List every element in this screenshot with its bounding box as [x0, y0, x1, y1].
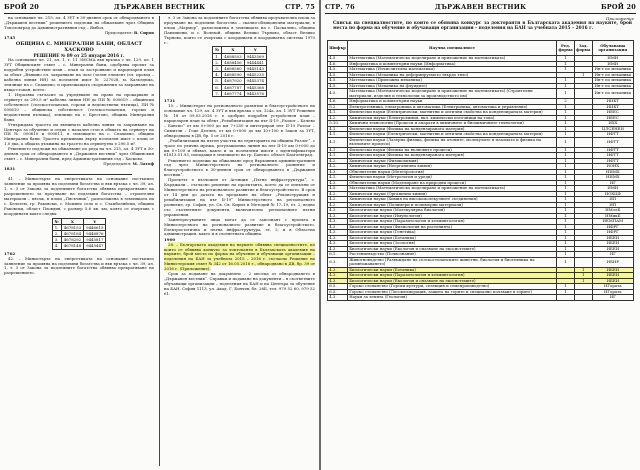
table-cell: 1 [557, 289, 575, 295]
table-cell: 4.5. [328, 89, 348, 99]
paragraph: 41. – Министърът на енергетиката на основание постъпило заявление за промяна на подземни богатства и във връзка с чл. 39, ал. 1, т. 3 от Закона за подземните богатства обявява прекратяване на разрешението за проучване на подземни богатства – строителни материали – пясък, в площ „Пясъчник“, разположена в землищата на с. Белозем, гр. Раковски, с. Момино село и с. Стамболийски, община Раковски, област Пловдив, с размер 5,6 кв. км, която се очертава с координати както следва: [4, 176, 154, 216]
table-cell: 4.5. [328, 67, 348, 73]
table-cell [574, 295, 592, 301]
table-cell: ИМолБ [592, 208, 633, 214]
table-cell: 1 [557, 230, 575, 236]
table-cell: 1 [557, 241, 575, 247]
table-cell: 4. [213, 72, 222, 78]
table-cell: ИМикБ [592, 213, 633, 219]
table-cell: 4.3. [328, 213, 348, 219]
column-1 [4, 16, 154, 468]
column-divider [159, 16, 160, 466]
paragraph: Решението подлежи на обжалване пред Върховния административен съд чрез Министерството на регионалното развитие и благоустройството в 30-дневен срок от обнародването в „Държавен вестник“. [164, 157, 315, 178]
table-cell: ИБЕИ [592, 246, 633, 252]
table-cell: ИИКТ [592, 104, 633, 110]
table-cell: 4687774 [222, 90, 244, 96]
table-cell: 4.2. [328, 191, 348, 197]
table-cell: 4.5. [328, 56, 348, 62]
table-cell: Математика (Механика на флуидите) [348, 83, 557, 89]
table-cell: Информатика и компютърни науки (Информатика) [348, 61, 557, 67]
table-cell: 1 [557, 180, 575, 186]
table-cell: Химични технологии (Процеси и апарати в химичните и биохимичните технологии) [348, 121, 557, 127]
table-cell: Математика (Математическо моделиране и приложение на математиката) [348, 186, 557, 192]
paragraph: Срок за подаване на документи – 2 месеца от обнародването в „Държавен вестник“. Справки и подаване на документи – в съответните обучаващи организации – поделения на БАН и на Центъра за обучение на БАН, София 1113, ул. Акад. Г. Бончев, бл. 26Б, тел. 979 52 60, 979 52 61. [164, 271, 315, 296]
decision-title: РЕШЕНИЕ № 89 от 25 януари 2016 г. [33, 53, 125, 59]
page-number: СТР. 76 [325, 3, 355, 11]
table-header: Y [244, 47, 266, 53]
paragraph: Заинтересуваните лица могат да се запознаят с проекта в Министерството на регионалното развитие и благоустройството, Електростатична и пътна инфраструктура, ет. 2, и в Областна администрация, както и в съответната община. [164, 216, 315, 237]
table-cell: Биологически науки (Екология и опазване на екосистемите) [348, 278, 557, 284]
table-cell: 4.3. [328, 267, 348, 273]
table-header: Y [84, 218, 106, 224]
table-header: Шифър [328, 41, 348, 56]
table-cell: 6.5. [328, 289, 348, 295]
table-cell: Животновъдство (Развъждане на селскостопанските животни, биология и биотехника на размножаването) [348, 257, 557, 267]
table-cell: 1 [574, 278, 592, 284]
table-cell: 4678184 [61, 230, 83, 236]
table-cell: Електротехника, електроника и автоматика (Електроника, автоматика и управление) [348, 104, 557, 110]
table-cell: Физически науки (Физика на вълновите процеси) [348, 147, 557, 153]
table-cell: 1 [557, 126, 575, 132]
signature-name: М. Латоф [132, 161, 154, 167]
table-cell: Горско стопанство (Лесомелиорация, защита на горите и специално ползване в горите) [348, 289, 557, 295]
header-rule [4, 13, 315, 14]
table-cell: 4. [52, 243, 61, 249]
table-cell: 7. [213, 90, 222, 96]
table-cell: Биологически науки (Зоология) [348, 241, 557, 247]
table-cell: ЦЛСЕНЕИ [592, 126, 633, 132]
reference-number: 1731 [164, 98, 176, 104]
table-cell: ИИКТ [592, 99, 633, 105]
table-cell: Химически науки (Полимери и полимерни материали) [348, 202, 557, 208]
paragraph: На основание чл. 21, ал. 1, т. 11 ЗМСМА във връзка с чл. 129, ал. 1 ЗУТ Общинският съвет – с. Минерални бани, одобрява проект за подробен устройствен план – план за застрояване и парцеларен план за обект „Външно ел. захранване на лозе (зелен елемент (ел. провод – кабелна линия НН) за поземлен имот № 227028, м. Казълдъма, землище на с. Спахиево, и прилежащата съоръжения за захранване на къща-стопан, което: [4, 57, 154, 92]
table-cell: 4.3. [328, 180, 348, 186]
table-cell: 4.3. [328, 273, 348, 279]
table-cell: ИФТТ [592, 153, 633, 159]
table-cell: ИЕЕС [592, 115, 633, 121]
table-cell: 1 [557, 235, 575, 241]
table-cell: Физически науки (Електрически, магнитни и оптични свойства на кондензираната материя) [348, 110, 557, 116]
highlighted-text: 28. – Българската академия на науките обявява специалностите, по които се обявява конкурс за докторанти в Българската академия на науките, брой места по форма на обучение и обучаващи организации – поделения на БАН за учебната 2015 – 2016 г. съгласно Решение на Министерския съвет № 342 от 16.05.2016 г., обнародвано в ДВ, бр. 39 от 2016 г. (Приложение). [164, 241, 315, 272]
reference-number: 1762 [4, 250, 16, 256]
table-header-row [328, 41, 634, 56]
table-cell: 4.3. [328, 295, 348, 301]
coordinate-table [212, 46, 267, 97]
appendix-label: Приложение [605, 16, 634, 21]
table-cell: 1 [557, 56, 575, 62]
paragraph: 1. Изразява съгласие за учредяване на право на прокарване и сервитут за 290,5 м² кабелна линия НН до ПИ № 000619 – общински собственост (селскостопански, горски и ведомствени пътища), ПИ № 000610 – общинска собственост (селскостопански, горски и ведомствени пътища), землище на с. Брестово, община Минерални бани. [4, 92, 154, 122]
table-cell: 4.1. [328, 175, 348, 181]
table-cell: 1 [557, 202, 575, 208]
table-cell: Физически науки (Метрология и уреди) [348, 175, 557, 181]
table-cell: 4678292 [61, 237, 83, 243]
table-cell: 6.1. [328, 252, 348, 258]
table-cell: 1 [557, 257, 575, 267]
table-cell: 4678153 [61, 224, 83, 230]
page-header [325, 3, 636, 13]
table-cell: 1 [557, 224, 575, 230]
table-cell: 4688456 [222, 59, 244, 65]
table-cell: Биологически науки (Паразитология и хелминтология) [348, 219, 557, 225]
table-cell: НИМХ [592, 175, 633, 181]
table-cell: 1 [557, 208, 575, 214]
table-row [328, 295, 634, 301]
table-cell: 9445368 [244, 84, 266, 90]
table-header: Ред. форма [557, 41, 575, 56]
table-cell: ИП [592, 197, 633, 203]
table-cell: 6. [213, 84, 222, 90]
table-cell: 4688503 [222, 53, 244, 59]
table-cell: 4.3. [328, 278, 348, 284]
table-cell: 5. [213, 78, 222, 84]
table-cell: 1 [557, 246, 575, 252]
table-cell: Науки за земята (Геология) [348, 295, 557, 301]
table-cell: Биологически науки (Екология и опазване на екосистемите) [348, 246, 557, 252]
table-cell: 1 [557, 284, 575, 290]
table-cell: 9444441 [244, 59, 266, 65]
table-cell: ИБИР [592, 257, 633, 267]
table-cell: ИМИ [592, 61, 633, 67]
table-cell: НИМХ [592, 169, 633, 175]
table-header: Обучаваща организация [592, 41, 633, 56]
table-cell: Химически науки (Физикохимия) [348, 158, 557, 164]
specialties-table [327, 40, 634, 301]
table-cell: 1 [574, 267, 592, 273]
table-cell: 1 [557, 191, 575, 197]
table-cell: ИГ [592, 180, 633, 186]
signature-name: В. Сиров [134, 29, 154, 35]
table-header: № [52, 218, 61, 224]
table-cell: 1 [557, 164, 575, 170]
table-cell: 3. [52, 237, 61, 243]
table-row [328, 257, 634, 267]
paragraph: Решението подлежи на обжалване по реда на чл. 215, ал. 4 ЗУТ в 30-дневен срок от обнародването в „Държавен вестник“ чрез Общинския съвет – с. Минерални бани, пред Административния съд – Хасково. [4, 146, 154, 162]
issue-number: БРОЙ 20 [601, 3, 636, 11]
header-rule [325, 13, 636, 14]
table-cell: ИМИ [592, 186, 633, 192]
table-row [52, 243, 106, 249]
table-cell: ИГ [592, 252, 633, 258]
column-2 [164, 16, 315, 468]
table-cell: Биологически науки (Физиология на растенията) [348, 224, 557, 230]
table-cell: Биологически науки (Паразитология и хелминтология) [348, 273, 557, 279]
table-cell: 9445143 [244, 66, 266, 72]
table-cell: 1 [557, 115, 575, 121]
table-cell: Биологически науки (Генетика) [348, 230, 557, 236]
table-cell: ИП [592, 202, 633, 208]
table-row [213, 90, 267, 96]
table-cell: ИФРГ [592, 224, 633, 230]
table-cell: 1 [557, 121, 575, 127]
table-cell: 1 [557, 153, 575, 159]
table-cell: 4.3. [328, 219, 348, 225]
table-cell: 4678148 [61, 243, 83, 249]
paragraph: Проектът е възложен от Агенция „Пътна инфраструктура“, с. Кърджали – съгласно решение на проектанта, което да се изпълни от Министерството на регионалното развитие и благоустройството. В срок от 14 дни до датата на предаване на обект „Реконструкция и рехабилитация на път ІІ-19“ Министерството на регионалното развитие, гр. София, ул. Св. Св. Кирил и Методий № 17–19, ет. 2, ведно със съответните документи, включително регионалните пътни управления. [164, 177, 315, 217]
table-cell: Математика (Математическо моделиране и приложение на математиката) (Строителни материали, изделия и технологии за производството им) [348, 89, 557, 99]
table-cell: 4.2. [328, 115, 348, 121]
table-cell: 1 [557, 61, 575, 67]
table-cell: 1 [557, 83, 575, 89]
table-cell: 4.3. [328, 208, 348, 214]
list-title: Списък на специалностите, по които се обявява конкурс за докторанти в Българската академия на науките, брой места по форма на обучение и обучаващи организации – поделения на БАН за учебната 2015 – 2016 г. [333, 21, 632, 32]
table-cell: 1. [52, 224, 61, 230]
page-76 [321, 0, 640, 470]
table-cell: 4.5. [328, 72, 348, 78]
table-cell: 4.5. [328, 78, 348, 84]
table-cell: 5.10. [328, 121, 348, 127]
table-cell: 1 [557, 147, 575, 153]
table-cell: Обяснителни науки (Моделиране на природни процеси) [348, 180, 557, 186]
table-cell: 4687787 [222, 84, 244, 90]
table-cell: ИГората [592, 284, 633, 290]
table-cell: 4.6. [328, 61, 348, 67]
paragraph: т. 3 от Закона за подземните богатства обявява проучвателна площ за проучване на подземни богатства – скално-облицовъчни материали, в площ „Мармор“, разположена в землищата на с. Паскалево, община Павликени, и с. Волевой, община Велико Търново, област Велико Търново, която се очертава с координати в координатна система 1970 г.: [164, 16, 315, 45]
table-cell: ИБЕИ [592, 241, 633, 247]
table-header: X [222, 47, 244, 53]
table-cell: ИФТТ [592, 137, 633, 147]
table-cell: ИБЕИ [592, 267, 633, 273]
table-cell: 1 [557, 252, 575, 258]
table-cell: 1 [557, 169, 575, 175]
table-cell: 4.1. [328, 126, 348, 132]
newspaper-name: ДЪРЖАВЕН ВЕСТНИК [434, 3, 527, 11]
table-cell: Биологически науки (Ботаника) [348, 235, 557, 241]
table-cell: 1 [557, 89, 575, 99]
table-cell: Обяснителни науки (Метеорология) [348, 169, 557, 175]
page-number: СТР. 75 [285, 3, 315, 11]
table-cell: Математика (Приложна механика) [348, 78, 557, 84]
table-cell: 9443576 [244, 90, 266, 96]
table-cell: ИБЕИ [592, 273, 633, 279]
section-divider [27, 174, 132, 175]
table-cell: ИФРГ [592, 230, 633, 236]
table-cell: 4.2. [328, 164, 348, 170]
table-cell: ИХХ [592, 121, 633, 127]
table-cell [574, 257, 592, 267]
table-cell: Растениевъдство (Почвознание) [348, 252, 557, 258]
table-row [328, 89, 634, 99]
paragraph: Утвърждава трасето на външната кабелна линия за захранване на Центъра за обучение и отдих с начален стоп в обхвата на сервитут на ПИ № 000610 и 000611, в землището на с. Спахиево, община Минерални бани. Трасето преминава върху поземлен имот с площ от 1,0 дка, а общата дължина на трасето на сервитутна е 290,5 м². [4, 121, 154, 147]
table-cell: Физически науки (Физика на кондензираната материя) [348, 153, 557, 159]
table-cell: 1 [557, 104, 575, 110]
table-cell: Математика (Математическо моделиране и приложение на математиката) [348, 56, 557, 62]
table-cell: 4.1. [328, 137, 348, 147]
table-cell: ИФТТ [592, 132, 633, 138]
table-cell: Ин-т по механика [592, 83, 633, 89]
table-cell: 9445817 [84, 237, 106, 243]
signature-role: Председател: [103, 161, 132, 167]
table-cell: 4.3. [328, 230, 348, 236]
table-cell: 1 [557, 197, 575, 203]
table-header: № [213, 47, 222, 53]
reference-number: 1831 [4, 166, 16, 172]
table-header: Зад. форма [574, 41, 592, 56]
table-cell: ИОХЦФ [592, 191, 633, 197]
table-cell: 1 [557, 175, 575, 181]
table-cell: 5.2. [328, 104, 348, 110]
table-cell: 4.2. [328, 202, 348, 208]
table-cell: ИБЕИ [592, 235, 633, 241]
table-cell: Ин-т по механика [592, 89, 633, 99]
table-cell: Химически науки (Електрохимия, вкл. химически източници на тока) [348, 115, 557, 121]
table-cell: Химически науки (Неорганична химия) [348, 164, 557, 170]
table-cell: Физически науки (Лазерна физика, физика на атомите, молекулите и плазмата и физика на вълновите процеси) [348, 137, 557, 147]
table-cell: 4.1. [328, 147, 348, 153]
table-cell: 4.2. [328, 158, 348, 164]
table-header: X [61, 218, 83, 224]
table-cell: 1 [557, 186, 575, 192]
table-cell: Биологически науки (Ботаника) [348, 267, 557, 273]
table-cell: 9445447 [84, 243, 106, 249]
paragraph: 15. – Министърът на регионалното развитие и благоустройството на основание чл. 129, ал. 4 ЗУТ и във връзка с чл. 124а, ал. 1 ЗУТ Решение № 18 от 09.03.2016 г. е одобрил подробен устройствен план – парцеларен план за обект „Рехабилитация на път ІІ-19 „Разлог – Бачево – Банско“ от км 0+000 до км 7+250 и интегриран път ІІ-19 Разлог – Симитли – Гоце Делчев, от км 0+000 до км 10+100 в Закон за ЗУТ, обнародвана в ДВ, бр. 5 от 2016 г. [164, 103, 315, 138]
table-cell: 1 [574, 72, 592, 78]
table-cell: Математика (Изчислителна математика) [348, 67, 557, 73]
table-header: Научна специалност [348, 41, 557, 56]
paragraph: на основание чл. 215, ал. 4 ЗУТ в 30-дневен срок от обнародването в „Държавен вестник“ решението подлежи на обжалване чрез Община Тополовград до Административния съд – Ямбол. [4, 16, 154, 30]
table-cell: 4.1. [328, 132, 348, 138]
table-cell: ИМИ [592, 56, 633, 62]
signature-role: Председател: [104, 29, 133, 35]
table-cell: 9445374 [244, 78, 266, 84]
table-cell: 1 [557, 137, 575, 147]
issue-number: БРОЙ 20 [4, 3, 39, 11]
table-cell: 1 [557, 213, 575, 219]
table-cell: 6.3. [328, 257, 348, 267]
table-cell: 3. [213, 66, 222, 72]
table-cell: Ин-т по механика [592, 72, 633, 78]
table-cell: ИФТТ [592, 158, 633, 164]
coordinate-table [52, 218, 107, 250]
table-cell: 4.5. [328, 83, 348, 89]
table-cell: 9446615 [84, 224, 106, 230]
table-cell: 1 [557, 132, 575, 138]
table-cell: 1. [213, 53, 222, 59]
table-cell: 2. [52, 230, 61, 236]
table-cell: ИОНХ [592, 164, 633, 170]
table-cell: Горско стопанство (Горски култури, селекция и семепроизводство) [348, 284, 557, 290]
table-cell: 2 [557, 99, 575, 105]
table-cell: 4.5. [328, 186, 348, 192]
table-cell: 1 [557, 110, 575, 116]
table-cell: 9443569 [244, 53, 266, 59]
table-cell: Ин-т по механика [592, 78, 633, 84]
table-cell [557, 295, 575, 301]
newspaper-name: ДЪРЖАВЕН ВЕСТНИК [113, 3, 206, 11]
table-cell: Математика (Механика на деформируемото твърдо тяло) [348, 72, 557, 78]
table-row [328, 137, 634, 147]
table-cell: ИФТТ [592, 147, 633, 153]
table-cell: 1 [557, 78, 575, 84]
table-cell [574, 89, 592, 99]
reference-number: 1745 [4, 35, 16, 40]
table-cell: 6.5. [328, 284, 348, 290]
table-cell: 4688590 [222, 72, 244, 78]
table-cell: ИГората [592, 289, 633, 295]
reference-number: 1900 [164, 236, 176, 242]
table-cell: Физически науки (Електрически, магнитни и оптични свойства на кондензираната материя) [348, 132, 557, 138]
table-cell: 4.3. [328, 246, 348, 252]
table-cell: 2. [213, 59, 222, 65]
table-cell: ИБЕИ [592, 278, 633, 284]
table-cell: Химически науки (Химия на високомолекулните съединения) [348, 197, 557, 203]
table-cell: ИГ [592, 295, 633, 301]
table-cell: Биологически науки (Молекулярна биология) [348, 208, 557, 214]
table-cell: 1 [557, 158, 575, 164]
table-cell: 4688560 [222, 66, 244, 72]
table-cell: Информатика и компютърни науки [348, 99, 557, 105]
table-cell [574, 137, 592, 147]
table-cell: 1 [557, 219, 575, 225]
table-cell: 4.6. [328, 99, 348, 105]
municipality-title: ОБЩИНА С. МИНЕРАЛНИ БАНИ, ОБЛАСТ ХАСКОВО [15, 41, 143, 54]
table-cell: Ин-т по механика [592, 67, 633, 73]
paragraph: 42. – Министърът на енергетиката на основание постъпило заявление за промяна на подземни богатства и във връзка с чл. 39, ал. 1, т. 3 от Закона за подземните богатства обявява прекратяване на разрешението. [4, 255, 154, 276]
table-cell: 4.1. [328, 110, 348, 116]
table-cell: 4.2. [328, 197, 348, 203]
table-cell: 4687920 [222, 78, 244, 84]
table-cell: 4.3. [328, 241, 348, 247]
table-cell: 4.3. [328, 169, 348, 175]
table-cell: 4.3. [328, 224, 348, 230]
table-cell: 9445235 [244, 72, 266, 78]
table-cell: 9446876 [84, 230, 106, 236]
highlighted-notice [164, 243, 315, 272]
paragraph: „Реабилитация на пътен участък на територията на община Разлог“, с трасе по улична мрежа, регулационна линия на път ІІ-19 км 0+000 до км 0+100 и обхват, както и за поземлени имоти с идентификатори 61813.51.93, попадащи в землището на гр. Банско, област Благоевград. [164, 137, 315, 158]
table-cell: 4.3. [328, 235, 348, 241]
table-cell: 1 [557, 67, 575, 73]
table-cell: Физически науки (Физика на кондензираната материя) [348, 126, 557, 132]
page-75 [0, 0, 319, 470]
table-cell: ИЕМПАМ [592, 219, 633, 225]
table-cell: ИЕЕС [592, 110, 633, 116]
table-cell: 1 [574, 273, 592, 279]
table-cell: 4.1. [328, 153, 348, 159]
page-header [4, 3, 315, 13]
table-cell: Биологически науки (Имунология) [348, 213, 557, 219]
table-cell: Химически науки (Органична химия) [348, 191, 557, 197]
